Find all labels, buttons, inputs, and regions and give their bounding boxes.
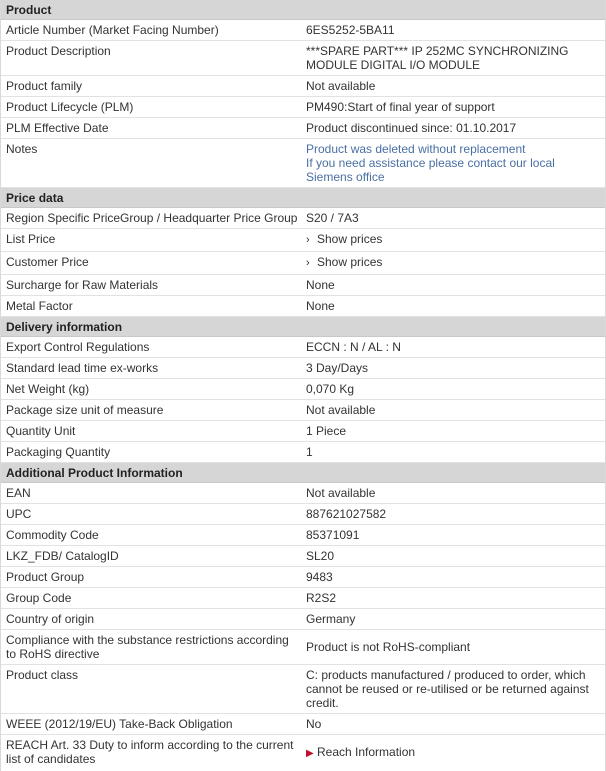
- label-ean: EAN: [6, 486, 31, 500]
- row-country-of-origin: [1, 609, 605, 630]
- show-customer-prices-link[interactable]: [306, 255, 382, 269]
- value-surcharge-raw-materials: None: [306, 278, 335, 292]
- chevron-right-icon: ›: [306, 234, 310, 246]
- show-list-prices-text: Show prices: [317, 232, 383, 246]
- row-product-family: [1, 76, 605, 97]
- label-group-code: Group Code: [6, 591, 72, 605]
- row-group-code: [1, 588, 605, 609]
- row-commodity-code: [1, 525, 605, 546]
- section-header-product: Product: [1, 0, 605, 20]
- value-product-family: Not available: [306, 79, 376, 93]
- label-rohs-compliance: Compliance with the substance restrictions according to RoHS directive: [6, 633, 289, 661]
- value-upc: 887621027582: [306, 507, 387, 521]
- value-metal-factor: None: [306, 299, 335, 313]
- value-list-price: [306, 232, 598, 247]
- value-plm-effective-date: Product discontinued since: 01.10.2017: [306, 121, 517, 135]
- value-product-class: C: products manufactured / produced to order, which cannot be reused or re-utilised or be returned against credit.: [306, 668, 589, 710]
- show-customer-prices-text: Show prices: [317, 255, 383, 269]
- label-catalog-id: LKZ_FDB/ CatalogID: [6, 549, 119, 563]
- value-catalog-id: SL20: [306, 549, 335, 563]
- value-group-code: R2S2: [306, 591, 337, 605]
- label-product-class: Product class: [6, 668, 79, 682]
- row-reach: [1, 735, 605, 770]
- row-article-number: [1, 20, 605, 41]
- value-product-lifecycle: PM490:Start of final year of support: [306, 100, 495, 114]
- row-export-control: [1, 337, 605, 358]
- value-export-control: ECCN : N / AL : N: [306, 340, 401, 354]
- row-product-lifecycle: [1, 97, 605, 118]
- section-header-price-data: Price data: [1, 188, 605, 208]
- row-product-description: [1, 41, 605, 76]
- value-notes: [306, 142, 598, 184]
- chevron-right-icon: ›: [306, 257, 310, 269]
- label-region-price-group: Region Specific PriceGroup / Headquarter Price Group: [6, 211, 298, 225]
- value-net-weight: 0,070 Kg: [306, 382, 355, 396]
- label-product-group: Product Group: [6, 570, 85, 584]
- row-packaging-quantity: [1, 442, 605, 463]
- row-upc: [1, 504, 605, 525]
- value-package-size-unit: Not available: [306, 403, 376, 417]
- note-deleted: Product was deleted without replacement: [306, 142, 526, 156]
- row-region-price-group: [1, 208, 605, 229]
- row-lead-time: [1, 358, 605, 379]
- row-product-group: [1, 567, 605, 588]
- row-metal-factor: [1, 296, 605, 317]
- section-header-additional-product-information: Additional Product Information: [1, 463, 605, 483]
- label-commodity-code: Commodity Code: [6, 528, 99, 542]
- label-country-of-origin: Country of origin: [6, 612, 95, 626]
- label-export-control: Export Control Regulations: [6, 340, 150, 354]
- label-weee: WEEE (2012/19/EU) Take-Back Obligation: [6, 717, 233, 731]
- row-catalog-id: [1, 546, 605, 567]
- label-net-weight: Net Weight (kg): [6, 382, 90, 396]
- value-product-group: 9483: [306, 570, 333, 584]
- row-ean: [1, 483, 605, 504]
- label-packaging-quantity: Packaging Quantity: [6, 445, 111, 459]
- value-ean: Not available: [306, 486, 376, 500]
- red-triangle-right-icon: ▶: [306, 748, 314, 759]
- label-product-description: Product Description: [6, 44, 111, 58]
- value-quantity-unit: 1 Piece: [306, 424, 347, 438]
- section-header-delivery-information: Delivery information: [1, 317, 605, 337]
- label-product-lifecycle: Product Lifecycle (PLM): [6, 100, 134, 114]
- row-customer-price: [1, 252, 605, 275]
- label-upc: UPC: [6, 507, 32, 521]
- row-plm-effective-date: [1, 118, 605, 139]
- label-lead-time: Standard lead time ex-works: [6, 361, 159, 375]
- label-notes: Notes: [6, 142, 38, 156]
- value-reach: [306, 745, 598, 761]
- row-package-size-unit: [1, 400, 605, 421]
- value-country-of-origin: Germany: [306, 612, 356, 626]
- label-package-size-unit: Package size unit of measure: [6, 403, 164, 417]
- label-product-family: Product family: [6, 79, 83, 93]
- value-packaging-quantity: 1: [306, 445, 313, 459]
- value-rohs-compliance: Product is not RoHS-compliant: [306, 640, 471, 654]
- reach-information-text: Reach Information: [317, 745, 416, 759]
- row-quantity-unit: [1, 421, 605, 442]
- label-metal-factor: Metal Factor: [6, 299, 73, 313]
- value-region-price-group: S20 / 7A3: [306, 211, 359, 225]
- label-plm-effective-date: PLM Effective Date: [6, 121, 109, 135]
- value-product-description: ***SPARE PART*** IP 252MC SYNCHRONIZING MODULE DIGITAL I/O MODULE: [306, 44, 569, 72]
- note-contact-siemens: If you need assistance please contact our local Siemens office: [306, 156, 555, 184]
- label-quantity-unit: Quantity Unit: [6, 424, 76, 438]
- row-net-weight: [1, 379, 605, 400]
- value-article-number: 6ES5252-5BA11: [306, 23, 395, 37]
- row-surcharge-raw-materials: [1, 275, 605, 296]
- value-weee: No: [306, 717, 322, 731]
- reach-information-link[interactable]: [306, 745, 415, 759]
- value-customer-price: [306, 255, 598, 270]
- row-product-class: [1, 665, 605, 714]
- row-notes: [1, 139, 605, 188]
- row-rohs-compliance: [1, 630, 605, 665]
- row-weee: [1, 714, 605, 735]
- row-list-price: [1, 229, 605, 252]
- value-commodity-code: 85371091: [306, 528, 360, 542]
- label-article-number: Article Number (Market Facing Number): [6, 23, 219, 37]
- value-lead-time: 3 Day/Days: [306, 361, 369, 375]
- show-list-prices-link[interactable]: [306, 232, 382, 246]
- label-list-price: List Price: [6, 232, 56, 246]
- label-customer-price: Customer Price: [6, 255, 89, 269]
- label-surcharge-raw-materials: Surcharge for Raw Materials: [6, 278, 159, 292]
- label-reach: REACH Art. 33 Duty to inform according to the current list of candidates: [6, 738, 294, 766]
